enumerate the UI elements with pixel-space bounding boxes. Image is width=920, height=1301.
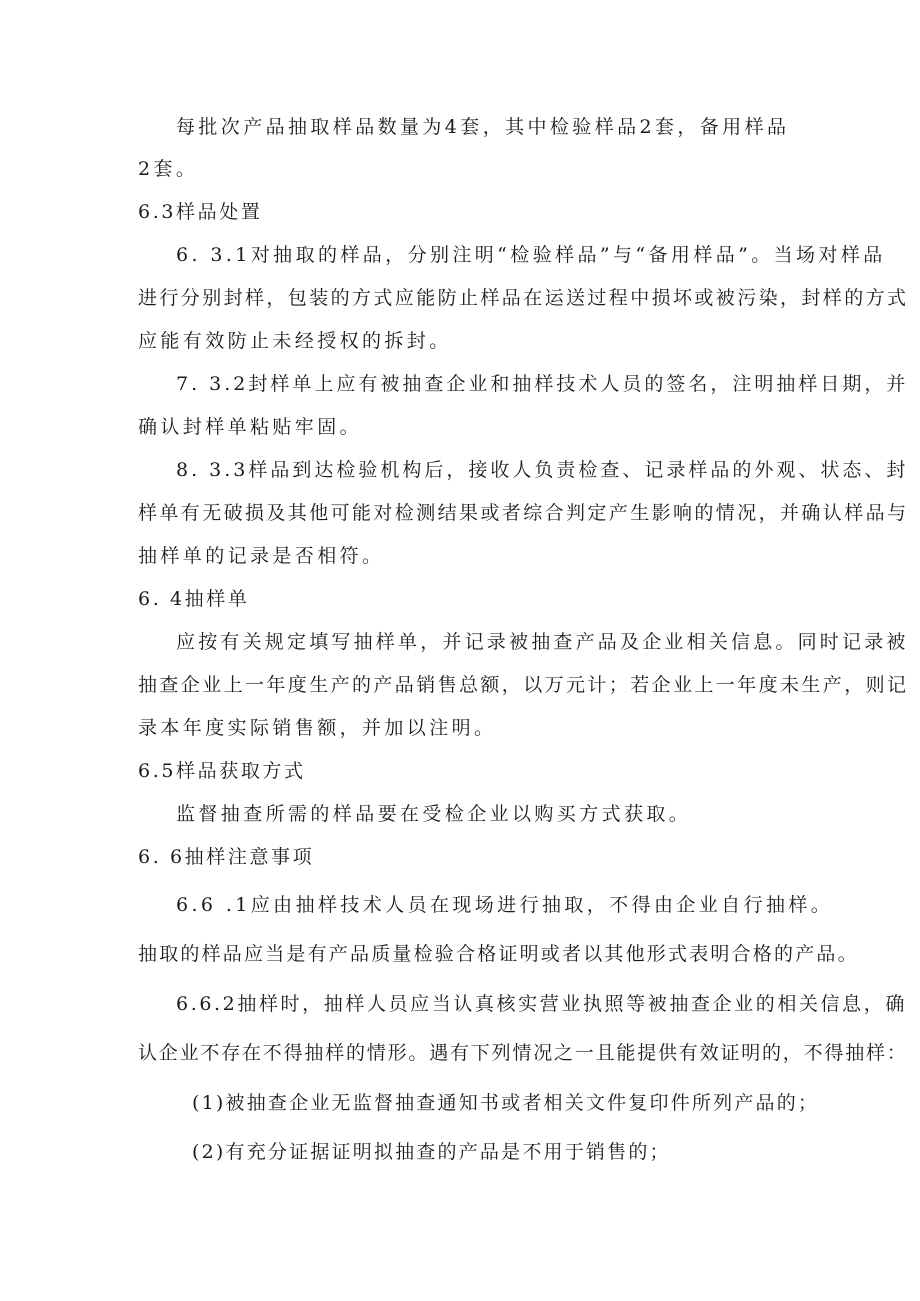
paragraph-sample-quantity: 每批次产品抽取样品数量为4套，其中检验样品2套，备用样品 [176, 116, 790, 138]
paragraph-6-6-1: 6.6 .1应由抽样技术人员在现场进行抽取，不得由企业自行抽样。 [176, 894, 834, 916]
section-heading-6-4: 6. 4抽样单 [138, 588, 250, 610]
paragraph-6-6-2: 6.6.2抽样时，抽样人员应当认真核实营业执照等被抽查企业的相关信息，确 [176, 993, 907, 1015]
paragraph-6-4-cont-1: 抽查企业上一年度生产的产品销售总额，以万元计；若企业上一年度未生产，则记 [138, 674, 909, 696]
paragraph-6-4: 应按有关规定填写抽样单，并记录被抽查产品及企业相关信息。同时记录被 [176, 631, 909, 653]
section-heading-6-6: 6. 6抽样注意事项 [138, 846, 315, 868]
paragraph-7-3-2: 7. 3.2封样单上应有被抽查企业和抽样技术人员的签名，注明抽样日期，并 [176, 373, 909, 395]
paragraph-6-3-1-cont-1: 进行分别封样，包装的方式应能防止样品在运送过程中损坏或被污染，封样的方式 [138, 287, 909, 309]
paragraph-6-6-2-cont: 认企业不存在不得抽样的情形。遇有下列情况之一且能提供有效证明的，不得抽样： [138, 1042, 908, 1064]
list-item-1: (1)被抽查企业无监督抽查通知书或者相关文件复印件所列产品的； [192, 1092, 820, 1114]
paragraph-sample-quantity-cont: 2套。 [138, 158, 199, 180]
section-heading-6-5: 6.5样品获取方式 [138, 760, 306, 782]
section-heading-6-3: 6.3样品处置 [138, 201, 263, 223]
list-item-2: (2)有充分证据证明拟抽查的产品是不用于销售的； [192, 1141, 671, 1163]
paragraph-6-3-1-cont-2: 应能有效防止未经授权的拆封。 [138, 330, 452, 352]
paragraph-7-3-2-cont: 确认封样单粘贴牢固。 [138, 416, 363, 438]
paragraph-8-3-3-cont-1: 样单有无破损及其他可能对检测结果或者综合判定产生影响的情况，并确认样品与 [138, 502, 909, 524]
paragraph-6-5: 监督抽查所需的样品要在受检企业以购买方式获取。 [176, 803, 692, 825]
paragraph-6-4-cont-2: 录本年度实际销售额，并加以注明。 [138, 717, 497, 739]
paragraph-8-3-3-cont-2: 抽样单的记录是否相符。 [138, 545, 385, 567]
paragraph-6-3-1: 6. 3.1对抽取的样品，分别注明“检验样品”与“备用样品”。当场对样品 [176, 244, 886, 266]
paragraph-6-6-1-cont: 抽取的样品应当是有产品质量检验合格证明或者以其他形式表明合格的产品。 [138, 943, 859, 965]
paragraph-8-3-3: 8. 3.3样品到达检验机构后，接收人负责检查、记录样品的外观、状态、封 [176, 459, 909, 481]
